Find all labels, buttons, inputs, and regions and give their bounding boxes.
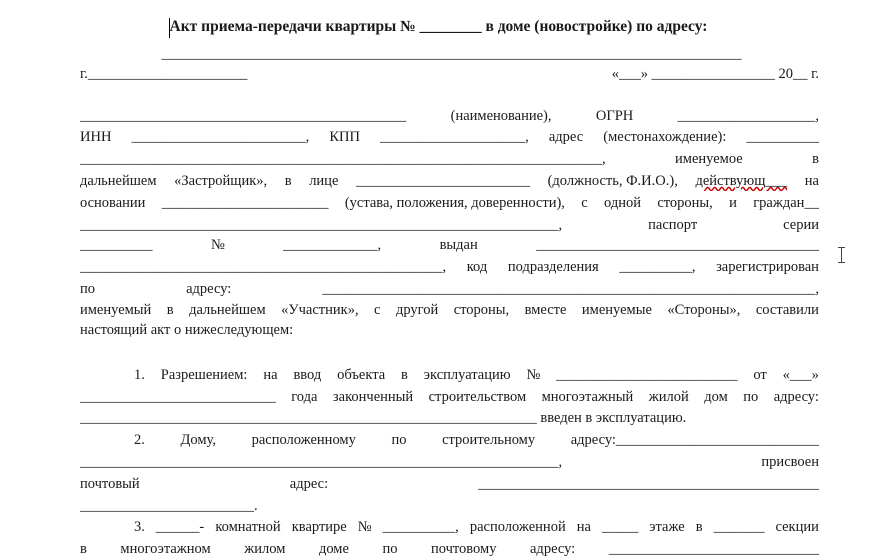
line-segment: _______________________________________ (536, 237, 819, 253)
line-segment: в (80, 541, 87, 557)
line-segment: ИНН (80, 129, 112, 145)
document-line (80, 149, 819, 169)
document-line (80, 235, 819, 255)
line-text: _______________________________________________________________ введен в эксплуатацию. (80, 410, 687, 426)
line-segment: адресу: (186, 281, 232, 297)
line-segment: __________________________________________________, (80, 259, 447, 275)
document-line (80, 300, 819, 320)
line-segment: в (284, 173, 292, 189)
line-segment: __________________________________________________________________, (80, 454, 563, 470)
mouse-ibeam-icon (841, 247, 842, 263)
line-segment: «___» _________________ 20__ г. (611, 66, 819, 82)
document-line (134, 430, 819, 450)
line-segment: от (753, 367, 767, 383)
line-segment: _______________________________________________ (478, 476, 819, 492)
line-text: настоящий акт о нижеследующем: (80, 322, 294, 338)
line-segment: с (374, 302, 381, 318)
document-line (80, 539, 819, 559)
line-segment: _______________________ (161, 195, 329, 211)
document-line (80, 320, 819, 340)
document-line (80, 408, 819, 428)
line-segment: (местонахождение): (603, 129, 727, 145)
line-segment: № (210, 237, 225, 253)
line-segment: жилом (244, 541, 286, 557)
line-segment: строительному (442, 432, 536, 448)
line-segment: __________ (746, 129, 819, 145)
line-segment: многоэтажном (120, 541, 211, 557)
line-segment: дом (704, 389, 728, 405)
line-segment: многоэтажный (541, 389, 634, 405)
line-segment: (должность, Ф.И.О.), (547, 173, 678, 189)
line-segment: основании (80, 195, 146, 211)
line-segment: другой (395, 302, 439, 318)
line-segment: адресу:____________________________ (570, 432, 819, 448)
line-segment: Разрешением: (160, 367, 248, 383)
line-segment: ________________________, (131, 129, 310, 145)
line-segment: по (80, 281, 96, 297)
line-segment: адресу: (773, 389, 819, 405)
line-segment: и (729, 195, 737, 211)
line-segment: именуемый (80, 302, 152, 318)
document-line (146, 44, 757, 64)
line-segment: _______ (713, 519, 765, 535)
document-line (80, 215, 819, 235)
line-segment: _____________________________________________ (80, 108, 407, 124)
document-line (80, 106, 819, 126)
line-segment: ___________________, (677, 108, 819, 124)
line-segment: ОГРН (595, 108, 634, 124)
line-segment: Дому, (180, 432, 216, 448)
line-segment: подразделения (507, 259, 599, 275)
document-line (80, 127, 819, 147)
line-segment: стороны, (657, 195, 713, 211)
line-segment: паспорт (648, 217, 698, 233)
line-segment: ввод (293, 367, 322, 383)
line-segment: _____ (602, 519, 639, 535)
line-segment: по (391, 432, 407, 448)
line-segment: расположенной (469, 519, 566, 535)
line-segment: комнатной (215, 519, 281, 535)
line-segment: почтовый (80, 476, 140, 492)
line-segment: на (804, 173, 819, 189)
line-segment: __________________________________________________________________, (80, 217, 563, 233)
line-segment: адрес (548, 129, 584, 145)
line-segment: __________, (382, 519, 459, 535)
document-line (134, 365, 819, 385)
line-segment: зарегистрирован (716, 259, 819, 275)
line-segment: выдан (439, 237, 478, 253)
line-segment: одной (604, 195, 641, 211)
line-segment: 2. (134, 432, 145, 448)
line-segment: ____________________________________________________________________, (322, 281, 819, 297)
line-segment: адрес: (289, 476, 329, 492)
document-line (80, 171, 819, 191)
line-segment: жилой (648, 389, 689, 405)
line-segment: ___________________________ (80, 389, 276, 405)
line-segment: вместе (524, 302, 567, 318)
line-segment: граждан__ (753, 195, 819, 211)
line-segment: секции (775, 519, 819, 535)
line-segment: ________________________ (355, 173, 530, 189)
line-segment: (устава, положения, доверенности), (344, 195, 565, 211)
line-segment: _____________________________ (608, 541, 819, 557)
document-line (80, 452, 819, 472)
line-segment: объекта (337, 367, 386, 383)
document-title: Акт приема-передачи квартиры № ________ в доме (новостройке) по адресу: (169, 18, 708, 35)
document-line (80, 279, 819, 299)
line-text: ________________________________________________________________________________ (161, 46, 742, 62)
line-segment: КПП (329, 129, 360, 145)
line-segment: г.______________________ (80, 66, 248, 82)
line-segment: эксплуатацию (423, 367, 511, 383)
line-segment: этаже (649, 519, 685, 535)
line-segment: 3. (134, 519, 145, 535)
line-segment: доме (318, 541, 349, 557)
text-cursor (169, 18, 170, 38)
document-line (134, 517, 819, 537)
document-line (80, 257, 819, 277)
line-segment: почтовому (430, 541, 497, 557)
line-segment: года (291, 389, 318, 405)
document-line (80, 193, 819, 213)
document-line (80, 64, 819, 84)
document-line (80, 387, 819, 407)
line-segment: строительством (428, 389, 527, 405)
line-segment: с (581, 195, 588, 211)
line-segment: в (401, 367, 408, 383)
line-segment: именуемые (581, 302, 652, 318)
line-segment: «Застройщик», (174, 173, 268, 189)
line-segment: присвоен (761, 454, 819, 470)
line-segment: 1. (134, 367, 145, 383)
line-text: ________________________. (80, 498, 258, 514)
line-segment: «Участник», (281, 302, 359, 318)
line-segment: ____________________, (380, 129, 529, 145)
line-segment: действующ___ (695, 173, 788, 189)
line-segment: адресу: (530, 541, 576, 557)
line-segment: именуемое (675, 151, 743, 167)
line-segment: серии (783, 217, 819, 233)
line-segment: (наименование), (450, 108, 552, 124)
line-segment: законченный (332, 389, 414, 405)
line-segment: ________________________________________________________________________, (80, 151, 606, 167)
document-line (80, 474, 819, 494)
document-line (80, 496, 819, 516)
line-segment: лице (309, 173, 339, 189)
line-segment: код (466, 259, 488, 275)
line-segment: стороны, (453, 302, 510, 318)
line-segment: «Стороны», (667, 302, 741, 318)
line-segment: на (576, 519, 591, 535)
line-segment: в (812, 151, 819, 167)
line-segment: дальнейшем (189, 302, 266, 318)
line-segment: № (357, 519, 372, 535)
line-segment: __________, (619, 259, 696, 275)
line-segment: _____________, (283, 237, 382, 253)
line-segment: _________________________ (556, 367, 738, 383)
line-segment: № (526, 367, 541, 383)
line-segment: расположенному (251, 432, 356, 448)
line-segment: по (743, 389, 759, 405)
line-segment: по (382, 541, 398, 557)
line-segment: ______- (155, 519, 205, 535)
line-segment: __________ (80, 237, 153, 253)
line-segment: «___» (782, 367, 819, 383)
line-segment: дальнейшем (80, 173, 157, 189)
line-segment: на (263, 367, 278, 383)
line-segment: составили (755, 302, 819, 318)
line-segment: в (166, 302, 174, 318)
line-segment: квартире (291, 519, 347, 535)
line-segment: в (695, 519, 703, 535)
